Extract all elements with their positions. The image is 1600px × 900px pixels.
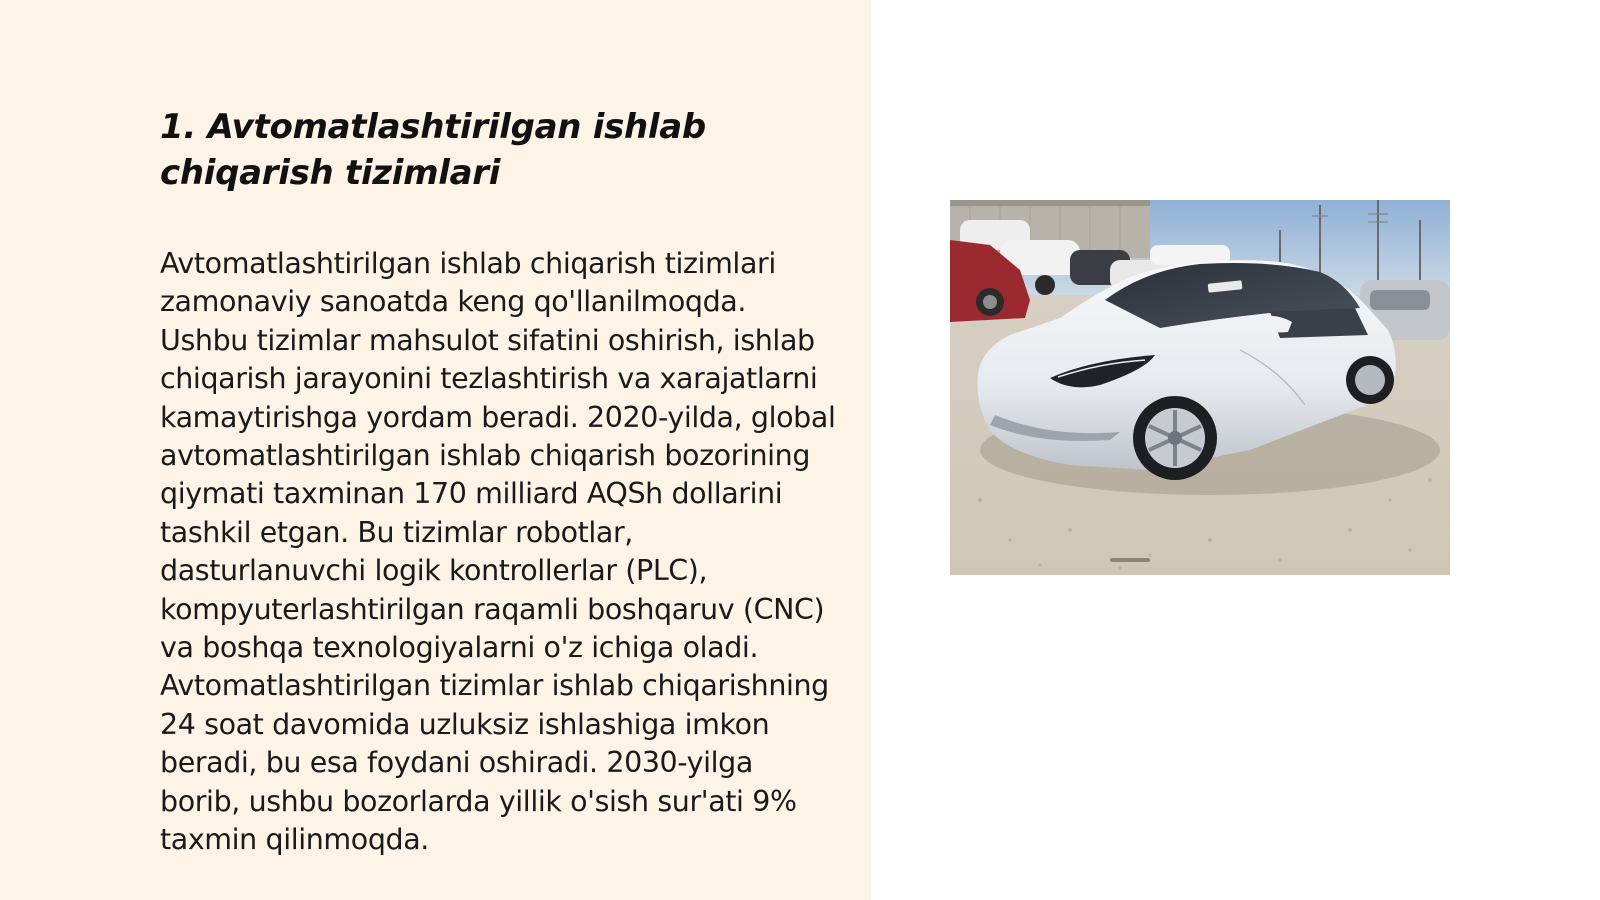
- slide-body-text: Avtomatlashtirilgan ishlab chiqarish tizimlari zamonaviy sanoatda keng qo'llanilmoqda. Ushbu tizimlar mahsulot sifatini oshirish, ishlab chiqarish jarayonini tezlashtirish va xarajatlarni kamaytirishga yordam beradi. 2020-yilda, global avtomatlashtirilgan ishlab chiqarish bozorining qiymati taxminan 170 milliard AQSh dollarini tashkil etgan. Bu tizimlar robotlar, dasturlanuvchi logik kontrollerlar (PLC), kompyuterlashtirilgan raqamli boshqaruv (CNC) va boshqa texnologiyalarni o'z ichiga oladi. Avtomatlashtirilgan tizimlar ishlab chiqarishning 24 soat davomida uzluksiz ishlashiga imkon beradi, bu esa foydani oshiradi. 2030-yilga borib, ushbu bozorlarda yillik o'sish sur'ati 9% taxmin qilinmoqda.: [160, 247, 836, 857]
- slide-title: 1. Avtomatlashtirilgan ishlab chiqarish tizimlari: [160, 107, 706, 193]
- car-photo: [950, 200, 1450, 575]
